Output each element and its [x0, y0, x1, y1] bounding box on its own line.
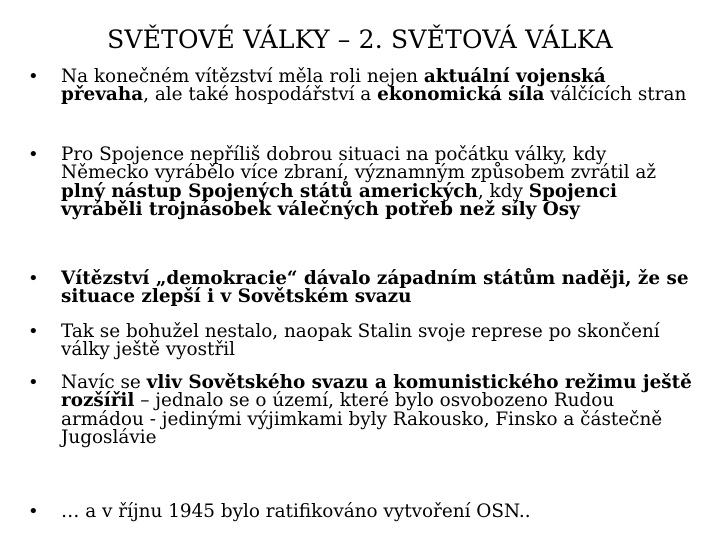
bullet-icon: • — [28, 144, 39, 165]
slide-title: SVĚTOVÉ VÁLKY – 2. SVĚTOVÁ VÁLKA — [107, 25, 613, 54]
bullet-text-run-bold: Vítězství „demokracie“ dávalo západním státům naději, že se situace zlepší i v Sovětském svazu — [61, 268, 689, 308]
bullet-text-run: Tak se bohužel nestalo, naopak Stalin svoje represe po skončení války ještě vyostřil — [61, 321, 660, 361]
bullet-icon: • — [28, 268, 39, 289]
bullet-text — [61, 323, 696, 360]
bullet-text-run-bold: aktuální vojenská převaha — [61, 66, 606, 106]
bullet-text-run-bold: ekonomická síla — [377, 84, 545, 106]
bullet-icon: • — [28, 372, 39, 393]
bullet-text-run: , kdy — [477, 180, 529, 202]
bullet-text-run: … a v říjnu 1945 bylo ratifikováno vytvoření OSN.. — [61, 501, 531, 522]
bullet-text-run: válčících stran — [544, 84, 687, 106]
bullet-text — [61, 270, 696, 307]
bullet-text — [61, 374, 696, 448]
bullet-text-run-bold: Spojenci vyráběli trojnásobek válečných potřeb než síly Osy — [61, 180, 618, 221]
bullet-text — [61, 68, 696, 105]
bullet-text-run: , ale také hospodářství a — [143, 84, 378, 106]
bullet-text — [61, 146, 696, 220]
bullet-icon: • — [28, 321, 39, 342]
bullet-text-run: Pro Spojence nepříliš dobrou situaci na počátku války, kdy Německo vyrábělo více zbraní, významným způsobem zvrátil až — [61, 144, 657, 184]
bullet-icon: • — [28, 66, 39, 87]
bullet-text — [61, 503, 696, 521]
bullet-text-run: Na konečném vítězství měla roli nejen — [61, 66, 424, 87]
bullet-text-run: – jednalo se o území, které bylo osvobozeno Rudou armádou - jedinými výjimkami byly Rakousko, Finsko a částečně Jugoslávie — [61, 390, 663, 449]
bullet-icon: • — [28, 501, 39, 522]
bullet-text-run-bold: vliv Sovětského svazu a komunistického režimu ještě rozšířil — [61, 372, 692, 412]
bullet-text-run: Navíc se — [61, 372, 147, 393]
bullet-text-run-bold: plný nástup Spojených států amerických — [61, 180, 478, 202]
